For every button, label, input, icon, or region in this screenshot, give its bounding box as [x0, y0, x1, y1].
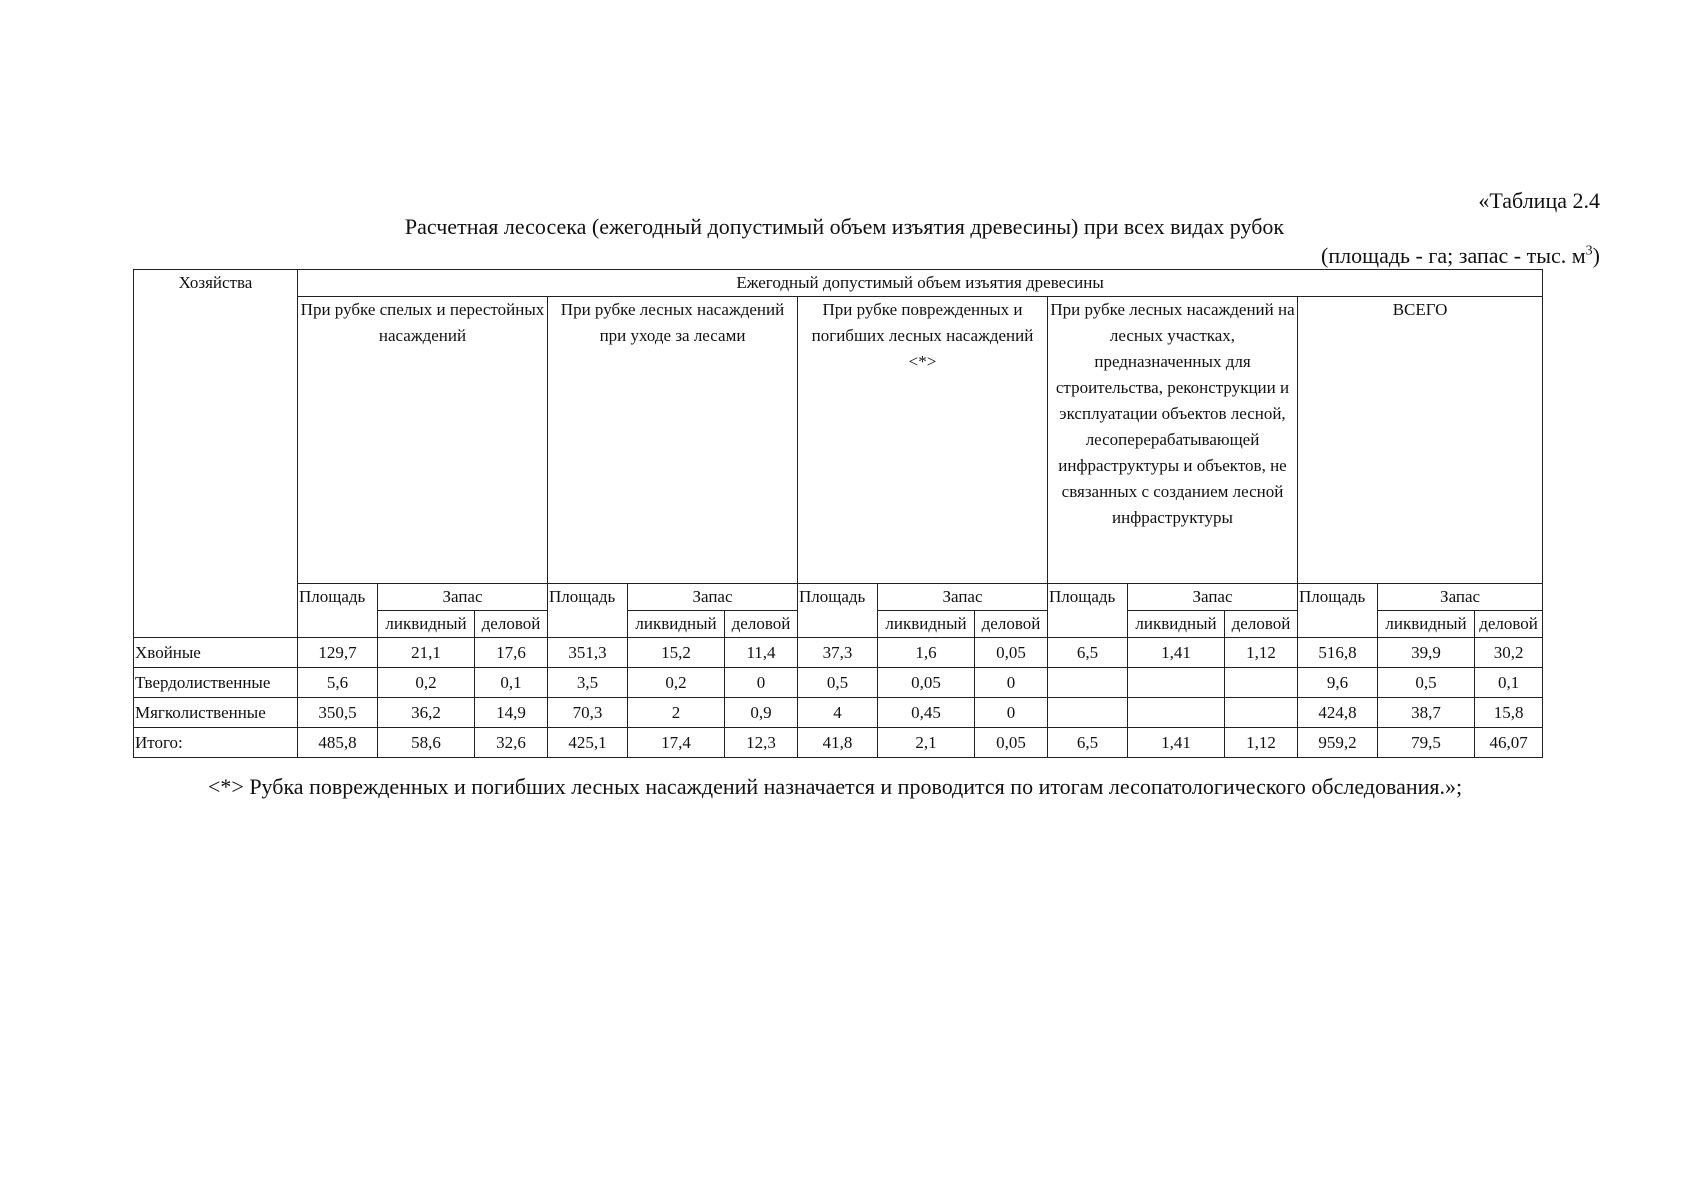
table-cell: 0,45 — [878, 698, 975, 728]
table-cell: 17,4 — [628, 728, 725, 758]
header-business: деловой — [1225, 611, 1298, 638]
table-cell: 1,41 — [1128, 638, 1225, 668]
table-cell: 0,2 — [628, 668, 725, 698]
header-stock: Запас — [878, 584, 1048, 611]
units-close: ) — [1592, 243, 1600, 268]
table-cell: 79,5 — [1378, 728, 1475, 758]
table-cell: 0,05 — [975, 728, 1048, 758]
units-text: (площадь - га; запас - тыс. м — [1321, 243, 1586, 268]
table-cell: 1,6 — [878, 638, 975, 668]
header-area: Площадь — [1048, 584, 1128, 638]
row-label: Твердолиственные — [134, 668, 298, 698]
table-cell: 4 — [798, 698, 878, 728]
table-cell: 425,1 — [548, 728, 628, 758]
table-label: «Таблица 2.4 — [1478, 188, 1600, 213]
header-liquid: ликвидный — [1378, 611, 1475, 638]
table-cell: 15,8 — [1475, 698, 1543, 728]
header-area: Площадь — [548, 584, 628, 638]
table-row — [134, 638, 1543, 668]
table-cell — [1048, 698, 1128, 728]
header-group-care-cutting: При рубке лесных насаждений при уходе за лесами — [548, 297, 798, 584]
table-cell — [1128, 668, 1225, 698]
table-cell: 0,1 — [1475, 668, 1543, 698]
header-liquid: ликвидный — [628, 611, 725, 638]
table-cell: 38,7 — [1378, 698, 1475, 728]
table-cell: 14,9 — [475, 698, 548, 728]
table-cell: 12,3 — [725, 728, 798, 758]
table-cell — [1128, 698, 1225, 728]
table-row — [134, 728, 1543, 758]
table-cell: 0,5 — [798, 668, 878, 698]
header-group-damaged-cutting: При рубке поврежденных и погибших лесных насаждений <*> — [798, 297, 1048, 584]
table-cell: 424,8 — [1298, 698, 1378, 728]
table-cell: 37,3 — [798, 638, 878, 668]
table-cell: 2,1 — [878, 728, 975, 758]
table-cell: 1,12 — [1225, 638, 1298, 668]
table-cell: 9,6 — [1298, 668, 1378, 698]
cutting-volume-table — [133, 269, 1543, 758]
header-business: деловой — [725, 611, 798, 638]
table-cell: 1,41 — [1128, 728, 1225, 758]
footnote: <*> Рубка поврежденных и погибших лесных насаждений назначается и проводится по итогам лесопатологического обследования.»; — [208, 774, 1463, 799]
row-label: Итого: — [134, 728, 298, 758]
header-liquid: ликвидный — [1128, 611, 1225, 638]
table-cell: 11,4 — [725, 638, 798, 668]
table-row — [134, 698, 1543, 728]
table-cell: 351,3 — [548, 638, 628, 668]
table-cell: 0 — [975, 698, 1048, 728]
header-stock: Запас — [378, 584, 548, 611]
table-cell: 46,07 — [1475, 728, 1543, 758]
header-area: Площадь — [798, 584, 878, 638]
table-cell: 516,8 — [1298, 638, 1378, 668]
table-cell: 70,3 — [548, 698, 628, 728]
table-row — [134, 668, 1543, 698]
table-cell: 32,6 — [475, 728, 548, 758]
table-header — [134, 270, 1543, 638]
header-business: деловой — [1475, 611, 1543, 638]
header-business: деловой — [975, 611, 1048, 638]
row-label: Хвойные — [134, 638, 298, 668]
table-cell: 41,8 — [798, 728, 878, 758]
table-cell: 21,1 — [378, 638, 475, 668]
table-cell: 2 — [628, 698, 725, 728]
table-cell: 1,12 — [1225, 728, 1298, 758]
header-area: Площадь — [298, 584, 378, 638]
table-cell: 30,2 — [1475, 638, 1543, 668]
table-cell: 0,05 — [975, 638, 1048, 668]
header-group-mature-cutting: При рубке спелых и перестойных насаждений — [298, 297, 548, 584]
table-cell — [1225, 698, 1298, 728]
table-cell: 17,6 — [475, 638, 548, 668]
table-cell: 0 — [725, 668, 798, 698]
table-cell: 0,9 — [725, 698, 798, 728]
header-business: деловой — [475, 611, 548, 638]
table-cell — [1048, 668, 1128, 698]
table-cell: 6,5 — [1048, 638, 1128, 668]
row-label: Мягколиственные — [134, 698, 298, 728]
table-title: Расчетная лесосека (ежегодный допустимый объем изъятия древесины) при всех видах рубок — [404, 214, 1285, 239]
table-cell: 129,7 — [298, 638, 378, 668]
table-cell: 0,2 — [378, 668, 475, 698]
table-cell: 0 — [975, 668, 1048, 698]
table-cell: 0,05 — [878, 668, 975, 698]
header-liquid: ликвидный — [378, 611, 475, 638]
table-cell: 15,2 — [628, 638, 725, 668]
table-cell: 959,2 — [1298, 728, 1378, 758]
table-cell: 0,1 — [475, 668, 548, 698]
header-group-total: ВСЕГО — [1298, 297, 1543, 584]
header-farm: Хозяйства — [134, 270, 298, 638]
table-cell: 0,5 — [1378, 668, 1475, 698]
table-cell: 5,6 — [298, 668, 378, 698]
header-stock: Запас — [1128, 584, 1298, 611]
table-cell: 58,6 — [378, 728, 475, 758]
header-annual-volume: Ежегодный допустимый объем изъятия древесины — [298, 270, 1543, 297]
units-superscript: 3 — [1585, 243, 1593, 259]
header-liquid: ликвидный — [878, 611, 975, 638]
units-note — [1321, 243, 1600, 269]
table-cell: 39,9 — [1378, 638, 1475, 668]
table-cell: 6,5 — [1048, 728, 1128, 758]
table-cell: 3,5 — [548, 668, 628, 698]
header-stock: Запас — [1378, 584, 1543, 611]
table-cell — [1225, 668, 1298, 698]
header-group-construction-cutting: При рубке лесных насаждений на лесных участках, предназначенных для строительства, реконструкции и эксплуатации объектов лесной, лесоперерабатывающей инфраструктуры и объектов, не связанных с созданием лесной инфраструктуры — [1048, 297, 1298, 584]
header-stock: Запас — [628, 584, 798, 611]
table-cell: 485,8 — [298, 728, 378, 758]
table-cell: 36,2 — [378, 698, 475, 728]
header-area: Площадь — [1298, 584, 1378, 638]
table-body — [134, 638, 1543, 758]
table-cell: 350,5 — [298, 698, 378, 728]
